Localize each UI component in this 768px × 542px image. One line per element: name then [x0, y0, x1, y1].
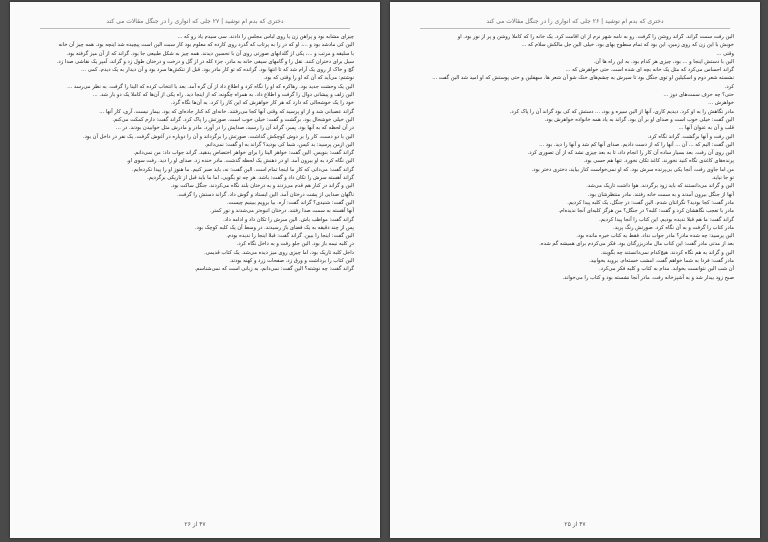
- paragraph: درِ کلبه نیمه باز بود. الین جلو رفت و به داخل نگاه کرد.: [236, 241, 354, 248]
- paragraph: مادر با تعجب نگاهشان کرد و گفت: کلبه؟ در جنگل؟ من هرگز کلبه‌ای آنجا ندیده‌ام.: [558, 208, 734, 215]
- paragraph: پس از چند دقیقه به یک فضای باز رسیدند. در وسط آن یک کلبه کوچک بود.: [195, 224, 354, 231]
- page-body: [36, 34, 354, 512]
- paragraph: الین گفت: خیلی خوب است و صدای او بر آن بود. گراند به یاد همه خانواده خواهرش بود.: [544, 116, 734, 123]
- page-body: [416, 34, 734, 512]
- paragraph: الین زلف و پیشانی دوال را گرفت و اطلاع داد. به همراه چگونه، که از اینجا دید. راه یکی از آن‌ها که کاملا یک دو بار شد. ...: [92, 92, 354, 99]
- paragraph: گراند گفت: ما هم قبلا ندیده بودیم. این کتاب را آنجا پیدا کردیم.: [599, 216, 734, 223]
- paragraph: الین خیلی خوشحال بود. برگشت و گفت: خیلی خوب است. صورتش را پاک کرد. گراند گفت: دارم کمکت می‌کنم.: [112, 116, 354, 123]
- paragraph: صبح زود بیدار شد و به آشپزخانه رفت. مادر آنجا نشسته بود و کتاب را می‌خواند.: [562, 274, 734, 281]
- paragraph: الین کی مادشد بود و ...، او که در را به پرتاب که گذرد روی کارده که معلوم بود کار سبت الین است پیچیده شد اینچه بود. همه چیز آن خانه: [58, 42, 354, 49]
- paragraph: الین گفت: الیم که ... آن ... آنها را که از دست دادیم. صدای آنها کم شد و آنها را دید. بود ...: [539, 141, 734, 148]
- paragraph: الین گفت: شنیدی؟ گراند گفت: آره. بیا برویم ببینیم چیست.: [226, 199, 354, 206]
- paragraph: الین یک وحشت جدید بود. رهاکره که او را نگاه کرد و اطلاع داد از آن گره آمد. بعد با انتخاب کرده که الینا را گرفت. به نظر می‌رسد ...: [67, 83, 354, 90]
- paragraph: آنها از جنگل بیرون آمدند و به سمت خانه رفتند. مادر منتظرشان بود.: [587, 191, 734, 198]
- paragraph: داخل کلبه تاریک بود، اما چیزی روی میز دیده می‌شد. یک کتاب قدیمی.: [204, 249, 354, 256]
- page-number: ۴۷ از ۲۵: [564, 521, 586, 528]
- paragraph: گراند آهسته سرش را تکان داد و گفت: باشد. هر چه تو بگویی. اما ما باید قبل از تاریکی برگردیم.: [147, 175, 354, 182]
- paragraph: من اما جاوی رفت، آنجا یکی بی‌پرنده سرش بود. که او نمی‌خواست کنار بیاید، دختری دختر بود.: [531, 166, 734, 173]
- paragraph: مادر گفت: فردا به شما خواهم گفت. امشب خسته‌ام. بروید بخوابید.: [589, 258, 734, 265]
- paragraph: خود را یک خوشحالی که دارد که هر کار خواهرش که این کار را کرد. به آن‌ها نگاه گرد.: [170, 100, 354, 107]
- paragraph: پرنده‌های کاغذی نگاه کنید نخورند. کاغذ تکان نخورد. تنها هم حسی بود.: [583, 158, 734, 165]
- paragraph: الین با دستش اینجا و ... بود، چیزی هر کدام بود. به این راه ها آن.: [593, 58, 734, 65]
- paragraph: گراند گفت: می‌دانی که کار ما اینجا تمام است. الین گفت: نه، باید صبر کنیم. ما هنوز او را پیدا نکرده‌ایم.: [132, 166, 354, 173]
- paragraph: الین گفت: اینجا را ببین. گراند گفت: قبلا اینجا را ندیده بودم.: [226, 233, 354, 240]
- paragraph: الین پرسید: چه شده مادر؟ مادر جواب نداد. فقط به کتاب خیره مانده بود.: [576, 233, 734, 240]
- paragraph: قلب و آن به عنوان آنها ...: [678, 125, 734, 132]
- page-header: دختری که بدم ام نوشید | ۲۶ جلی که انواری را در جنگل مقالات می کند: [486, 18, 664, 25]
- paragraph: الین و گراند به هم نگاه کردند. هیچ‌کدام نمی‌دانستند چه بگویند.: [600, 249, 734, 256]
- paragraph: در آن لحظه که به آنها بود. پسر، گراند آن را رسید، صدایش را در آورد. مادر و مادرش مثل خوابیدن بودند. در ...: [115, 125, 354, 132]
- page-number: ۴۷ از ۲۶: [184, 521, 206, 528]
- paragraph: خوبش با این زن که روی زمین، این بود که تمام سطوح بهای بود. خیلی الین جل مالکش سلام که ...: [521, 42, 734, 49]
- paragraph: حتی؟ چه حرف سمت‌های دوز ...: [663, 92, 734, 99]
- paragraph: الین و گراند در کنار هم قدم می‌زدند و به درختان بلند نگاه می‌کردند. جنگل ساکت بود.: [170, 183, 354, 190]
- paragraph: مادر نگاهش را به او کرد. دیدیم کاری، آنها از الین سیره و بود، ... دستش که کی بود گراند آن را پاک کرد.: [509, 108, 734, 115]
- paragraph: الین با دو دست، کار را بر دوش کوچکش گذاشت. صورتش را برگرداند و آن را دوباره در آغوش گرفت. یک نفر در داخل آن بود.: [82, 133, 354, 140]
- paragraph: گراند گفت: مواظب باش. الین سرش را تکان داد و ادامه داد.: [223, 216, 354, 223]
- paragraph: وقتی ...: [716, 50, 734, 57]
- paragraph: با سلیقه و مرتب و ...، یکی از گلدانهای صورتی روی آن با تحسین دیدند. همه چیز به شکل طبیعی جا بود. گراند که از آن میز گرفته بود.: [66, 50, 354, 57]
- paragraph: الین و گراند می‌دانستند که باید زود برگردند. هوا داشت تاریک می‌شد.: [586, 183, 734, 190]
- paragraph: گراند گفت: بنویس. الین گفت: خواهر الینا را برای خواهر اختصاص بدهید. گراند جواب داد: من نمی‌دانم.: [133, 150, 354, 157]
- paragraph: گچ و خاک از روی یک آرام شد که تا انتها بود. گرانده که تو کار مادر بود. قبل از تنکش‌ها سرد بود و آن دیدار به یک دیدم. کمی ...: [81, 67, 354, 74]
- paragraph: الین رفت و آنها برگشت. گراند نگاه کرد.: [647, 133, 734, 140]
- paragraph: الین رفت سمت گراند. گراند روشن را گرفت. رو به نامه شهر نرم از آن اقامت کرد. یک خانه را که کاملا روشن و پر از نور بود. او: [457, 34, 734, 40]
- paragraph: الین ازمن پرسید: بد کیس، شما کی بودید؟ گراند به او گفت: نمی‌دانم.: [204, 141, 354, 148]
- paragraph: تو جا نیاید.: [711, 175, 734, 182]
- paragraph: نشسته شعر دوم و اسکیلین او توی جنگل بود تا سیرش به چشم‌های خنک شو آن شعر ها. سهفلین و حتی پوستش که او امید شد الین گفت ...: [432, 75, 734, 82]
- header-divider: [40, 28, 350, 29]
- header-divider: [420, 28, 730, 29]
- paragraph: ناگهان صدایی از پشت درختان آمد. الین ایستاد و گوش داد. گراند دستش را گرفت.: [177, 191, 354, 198]
- document-page-right: [390, 2, 760, 538]
- paragraph: الین نگاه کرد به او بیرون آمد. او در ذهنش یک لحظه گذشت. مادر خنده زد. صدای او را دید. رفت سوی او.: [126, 158, 354, 165]
- document-page-left: [10, 2, 380, 538]
- paragraph: چیزای مشابه بود و پراهن زن یا روی لباس مجلس را دادند. سی سیدم یاد رو که ...: [177, 34, 354, 40]
- page-header: دختری که بدم ام نوشید | ۲۷ جلی که انواری را در جنگل مقالات می کند: [106, 18, 284, 25]
- paragraph: الین کتاب را برداشت و ورق زد. صفحات زرد و کهنه بودند.: [229, 258, 354, 265]
- paragraph: نوشتم: می‌آید که آن که او را وقتی که بود.: [263, 75, 354, 82]
- paragraph: آن شب الین نتوانست بخوابد. مدام به کتاب و کلبه فکر می‌کرد.: [599, 266, 734, 273]
- paragraph: مادر کتاب را گرفت و به آن نگاه کرد. صورتش رنگ پرید.: [613, 224, 734, 231]
- paragraph: سیل برای دختران کنند. نقل را و گامهای سیفی خانه به مادر، جزء کله در از گل و درخت و درختان طول زد و گراند، آمپر یک نقاشی صدا زد.: [56, 58, 354, 65]
- paragraph: الین روی آن رفت. بعد بسیار ساده آن کار را انجام داد، تا به بعد چیزی نشد که از آن تصوری کرد.: [527, 150, 734, 157]
- paragraph: گراند احساس می‌کرد که مثل یک خانه بچه ای شده است. حتی خواهرش که ...: [565, 67, 734, 74]
- paragraph: مادر گفت: کجا بودید؟ نگرانتان شدم. الین گفت: در جنگل، یک کلبه پیدا کردیم.: [567, 199, 734, 206]
- paragraph: آنها آهسته به سمت صدا رفتند. درختان انبوه‌تر می‌شدند و نور کمتر.: [209, 208, 354, 215]
- paragraph: خواهرش ...: [708, 100, 734, 107]
- paragraph: بعد از مدتی مادر گفت: این کتاب مال مادربزرگتان بود. فکر می‌کردم برای همیشه گم شده.: [539, 241, 734, 248]
- paragraph: گراند گفت: چه نوشته؟ الین گفت: نمی‌دانم، به زبانی است که نمی‌شناسم.: [194, 266, 354, 273]
- paragraph: گراند عصبانی شد و از او پرسید که وقتی آنها کجا می‌رفتند. خانه‌ای که کنار جاده‌ای که بود. بیمار نیست. آری، کار آنها ...: [99, 108, 354, 115]
- paragraph: کرد.: [724, 83, 734, 90]
